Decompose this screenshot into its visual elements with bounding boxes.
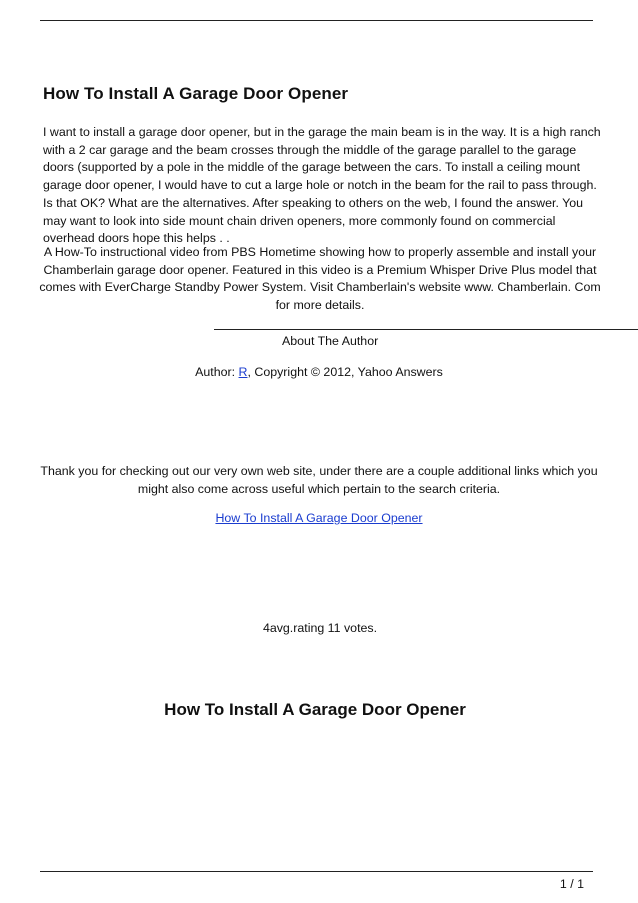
rating-text: 4avg.rating 11 votes. — [262, 621, 378, 635]
top-divider — [40, 20, 593, 21]
author-prefix: Author: — [195, 365, 239, 379]
bottom-divider — [40, 871, 593, 872]
related-link-line — [4, 510, 634, 526]
author-link[interactable]: R — [238, 365, 248, 379]
author-divider — [214, 329, 638, 330]
page-number: 1 / 1 — [559, 877, 584, 891]
page-title: How To Install A Garage Door Opener — [43, 84, 349, 103]
thanks-paragraph: Thank you for checking out our very own web site, under there are a couple additional links which you might also come across useful which pertain to the search criteria. — [40, 464, 598, 496]
author-line — [10, 364, 628, 380]
question-paragraph: I want to install a garage door opener, but in the garage the main beam is in the way. It is a high ranch with a 2 car garage and the beam crosses through the middle of the garage parallel to the garage doors (supported by a pole in the middle of the garage between the cars. To install a ceiling mount garage door opener, I would have to cut a large hole or notch in the beam for the rail to pass through. Is that OK? What are the alternatives. After speaking to others on the web, I found the answer. You may want to look into side mount chain driven openers, more commonly found on commercial overhead doors hope this helps . . — [43, 125, 601, 246]
footer-title: How To Install A Garage Door Opener — [164, 700, 466, 719]
about-author-heading: About The Author — [282, 334, 379, 348]
related-article-link[interactable]: How To Install A Garage Door Opener — [215, 511, 423, 525]
author-copyright: , Copyright © 2012, Yahoo Answers — [247, 365, 443, 379]
video-description-paragraph: A How-To instructional video from PBS Hometime showing how to properly assemble and install your Chamberlain garage door opener. Featured in this video is a Premium Whisper Drive Plus model that comes with EverCharge Standby Power System. Visit Chamberlain's website www. Chamberlain. Com for more details. — [39, 245, 601, 313]
